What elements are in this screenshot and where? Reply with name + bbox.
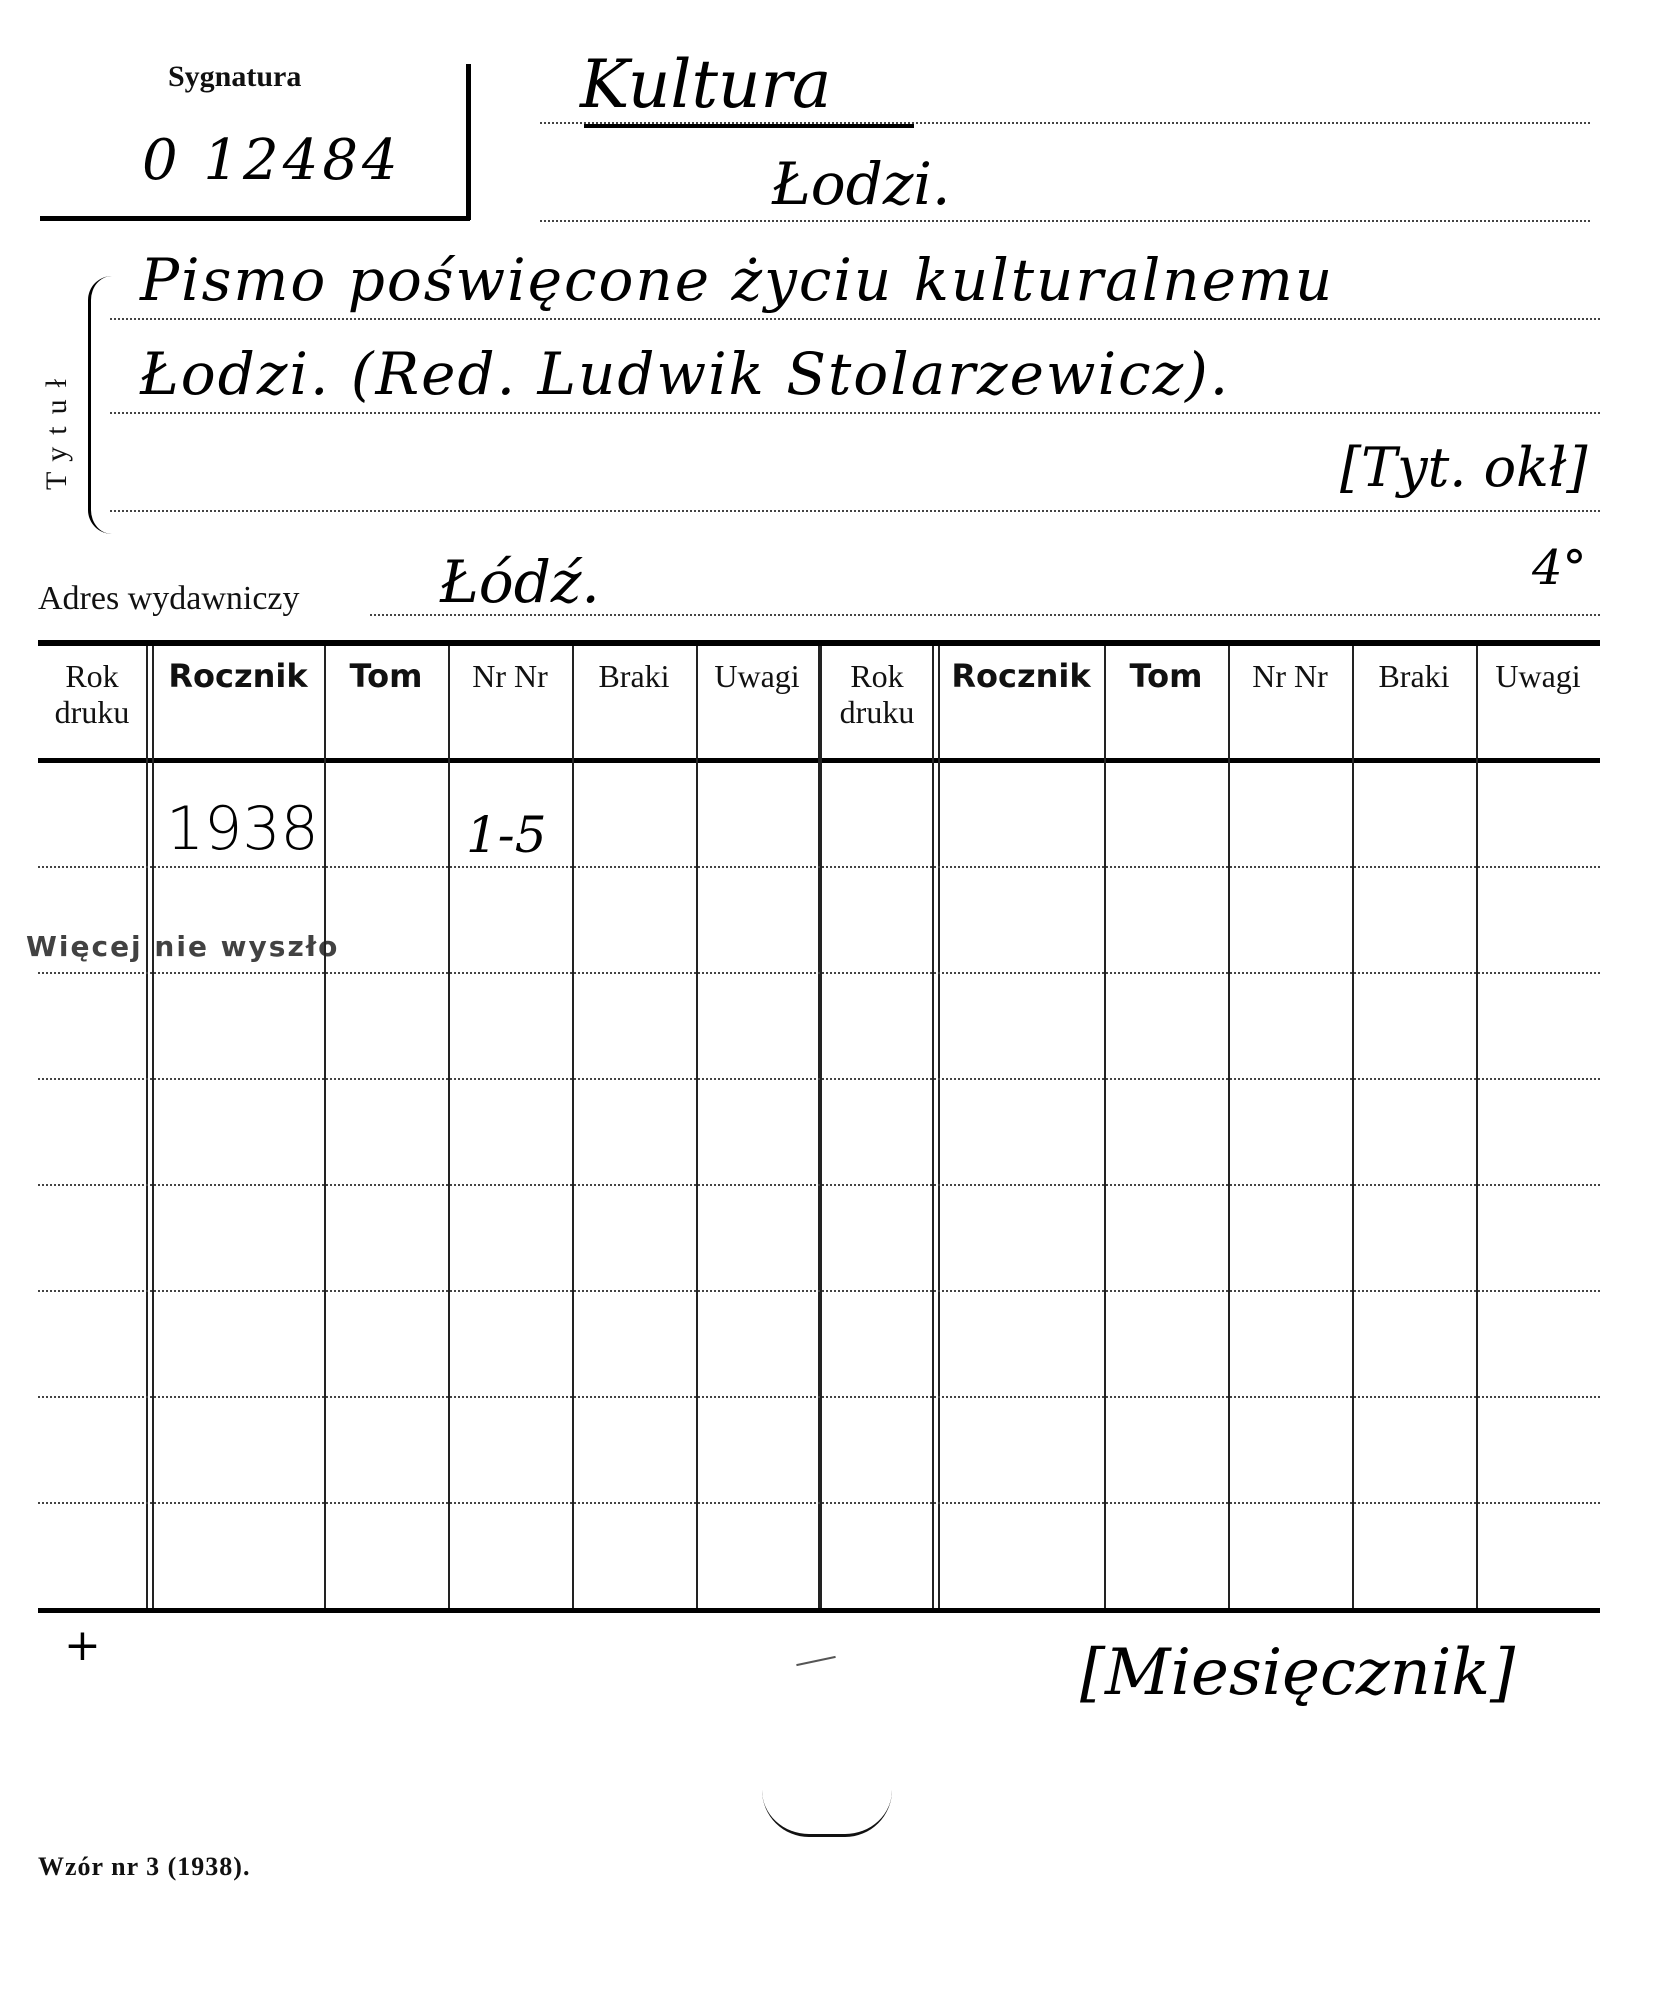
pencil-dash [796, 1656, 836, 1666]
row1-rocznik: 1938 [166, 794, 319, 864]
col-header-uwagi: Uwagi [1495, 658, 1581, 694]
title-underline [584, 124, 914, 128]
tytul-line3: [Tyt. okł] [1340, 436, 1588, 499]
col-line [938, 646, 940, 1608]
tytul-line1: Pismo poświęcone życiu kulturalnemu [140, 246, 1335, 314]
title-dotline-2 [540, 220, 1590, 222]
col-header-rocznik: Rocznik [951, 657, 1091, 695]
sygnatura-label: Sygnatura [168, 60, 302, 93]
tytul-line2: Łodzi. (Red. Ludwik Stolarzewicz). [140, 340, 1231, 408]
col-header-tom: Tom [349, 657, 423, 695]
title-line2: Łodzi. [772, 150, 951, 218]
col-header-rok-druku: Rok druku [839, 658, 915, 730]
col-line [1228, 646, 1230, 1608]
col-header-braki: Braki [598, 658, 670, 694]
tytul-dotline-2 [110, 412, 1600, 414]
row-dotline [38, 866, 1600, 868]
table-bottom-line [38, 1608, 1600, 1613]
col-line [696, 646, 698, 1608]
col-header-braki: Braki [1378, 658, 1450, 694]
col-line [324, 646, 326, 1608]
row-dotline [38, 1396, 1600, 1398]
adres-label: Adres wydawniczy [38, 580, 300, 617]
col-line [1352, 646, 1354, 1608]
stamp-text: Więcej nie wyszło [26, 930, 340, 963]
format-value: 4° [1532, 540, 1587, 596]
col-header-nrnr: Nr Nr [472, 658, 548, 694]
col-line [572, 646, 574, 1608]
sygnatura-value: 0 12484 [142, 128, 402, 193]
col-header-tom: Tom [1129, 657, 1203, 695]
tytul-label: Tytuł [40, 367, 73, 490]
row1-nrnr: 1-5 [466, 806, 547, 864]
sygnatura-box-right [466, 64, 471, 220]
row-dotline [38, 1184, 1600, 1186]
col-line [146, 646, 148, 1608]
footer-mark: + [64, 1620, 101, 1671]
sygnatura-box-bottom [40, 216, 470, 221]
title-dotline-1 [540, 122, 1590, 124]
col-header-rok-druku: Rok druku [54, 658, 130, 730]
col-line [448, 646, 450, 1608]
tytul-dotline-3 [110, 510, 1600, 512]
col-line [1476, 646, 1478, 1608]
frequency-note: [Miesięcznik] [1080, 1636, 1516, 1710]
col-header-nrnr: Nr Nr [1252, 658, 1328, 694]
col-header-rocznik: Rocznik [168, 657, 308, 695]
title-line1: Kultura [580, 46, 832, 123]
col-line-center [818, 646, 822, 1608]
col-line [1104, 646, 1106, 1608]
tytul-dotline-1 [110, 318, 1600, 320]
row-dotline [38, 972, 1600, 974]
pencil-arc [762, 1790, 892, 1837]
col-line [152, 646, 154, 1608]
col-header-uwagi: Uwagi [714, 658, 800, 694]
row-dotline [38, 1078, 1600, 1080]
adres-dotline [370, 614, 1600, 616]
tytul-brace [88, 276, 113, 534]
row-dotline [38, 1290, 1600, 1292]
form-label: Wzór nr 3 (1938). [38, 1852, 251, 1881]
adres-value: Łódź. [440, 548, 600, 616]
row-dotline [38, 1502, 1600, 1504]
col-line [932, 646, 934, 1608]
